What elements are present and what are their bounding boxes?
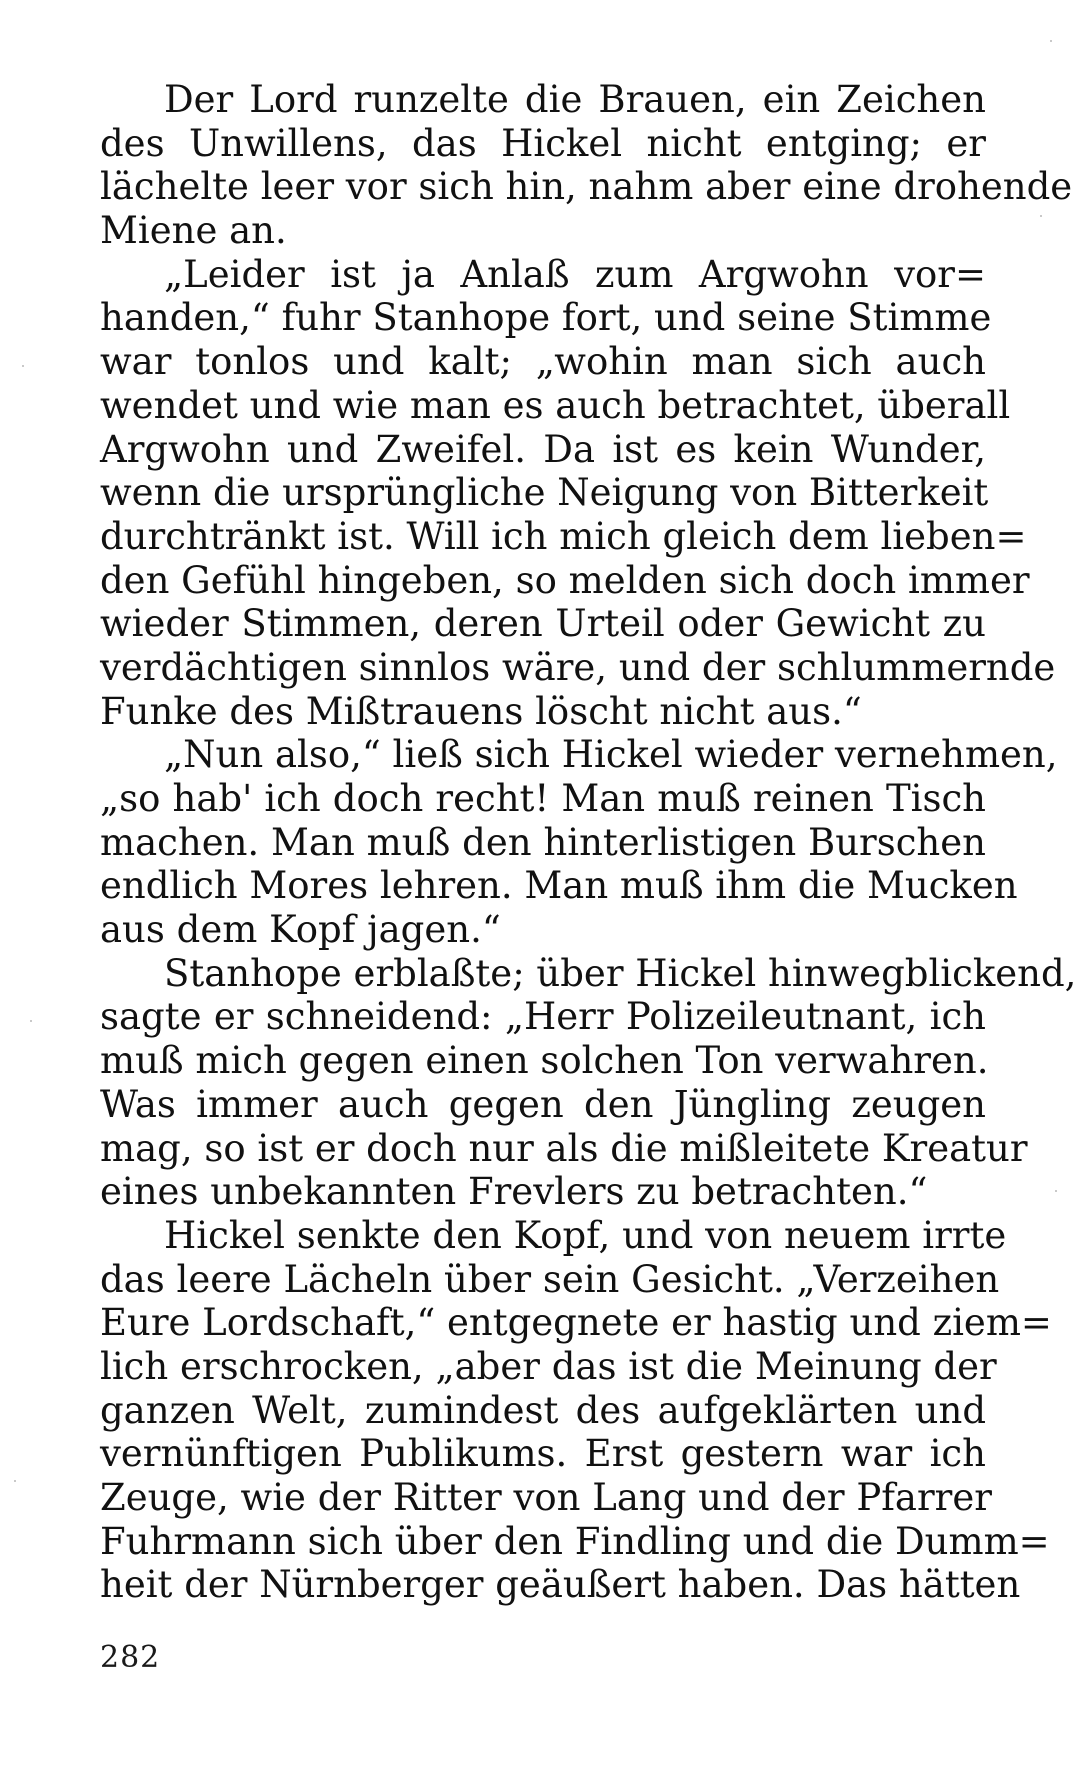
text-line: war tonlos und kalt; „wohin man sich auch (100, 340, 986, 384)
text-line: „Nun also,“ ließ sich Hickel wieder vernehmen, (164, 733, 1058, 777)
text-line: Fuhrmann sich über den Findling und die Dumm= (100, 1519, 1050, 1563)
text-line: des Unwillens, das Hickel nicht entging; er (100, 121, 986, 165)
text-line: eines unbekannten Frevlers zu betrachten.“ (100, 1170, 928, 1214)
text-line: muß mich gegen einen solchen Ton verwahren. (100, 1039, 989, 1083)
text-line: wenn die ursprüngliche Neigung von Bitterkeit (100, 471, 989, 515)
text-line: vernünftigen Publikums. Erst gestern war ich (100, 1432, 986, 1476)
text-line: Was immer auch gegen den Jüngling zeugen (100, 1082, 986, 1126)
text-line: Hickel senkte den Kopf, und von neuem irrte (164, 1213, 1007, 1257)
text-line: das leere Lächeln über sein Gesicht. „Verzeihen (100, 1257, 1000, 1301)
body-text (100, 78, 1077, 1607)
scan-speck (1055, 1190, 1057, 1192)
scan-speck (22, 365, 24, 367)
text-line: „so hab' ich doch recht! Man muß reinen Tisch (100, 777, 986, 820)
text-line: endlich Mores lehren. Man muß ihm die Mucken (100, 864, 1018, 908)
text-line: lächelte leer vor sich hin, nahm aber eine drohende (100, 165, 1073, 209)
text-line: den Gefühl hingeben, so melden sich doch immer (100, 558, 1030, 602)
text-line: mag, so ist er doch nur als die mißleitete Kreatur (100, 1126, 1028, 1170)
scan-speck (1050, 40, 1052, 42)
text-line: „Leider ist ja Anlaß zum Argwohn vor= (164, 252, 986, 296)
text-line: heit der Nürnberger geäußert haben. Das hätten (100, 1563, 1021, 1607)
page-number: 282 (100, 1640, 161, 1675)
text-line: wieder Stimmen, deren Urteil oder Gewicht zu (100, 602, 986, 646)
text-line: Eure Lordschaft,“ entgegnete er hastig und ziem= (100, 1301, 1052, 1345)
text-line: Zeuge, wie der Ritter von Lang und der Pfarrer (100, 1476, 992, 1519)
text-line: Stanhope erblaßte; über Hickel hinwegblickend, (164, 951, 1077, 995)
text-line: Miene an. (100, 209, 287, 253)
text-line: machen. Man muß den hinterlistigen Burschen (100, 820, 986, 864)
scan-speck (30, 1020, 32, 1022)
text-line: sagte er schneidend: „Herr Polizeileutnant, ich (100, 995, 986, 1039)
text-line: Der Lord runzelte die Brauen, ein Zeichen (164, 78, 986, 121)
text-line: ganzen Welt, zumindest des aufgeklärten und (100, 1388, 986, 1432)
text-line: verdächtigen sinnlos wäre, und der schlummernde (100, 645, 1056, 689)
text-line: wendet und wie man es auch betrachtet, überall (100, 383, 1011, 427)
scan-speck (1040, 215, 1042, 217)
text-line: Argwohn und Zweifel. Da ist es kein Wunder, (100, 427, 986, 471)
text-line: durchtränkt ist. Will ich mich gleich dem lieben= (100, 514, 1027, 558)
scan-speck (14, 1480, 16, 1482)
text-line: handen,“ fuhr Stanhope fort, und seine Stimme (100, 296, 992, 340)
text-line: aus dem Kopf jagen.“ (100, 908, 501, 952)
text-line: lich erschrocken, „aber das ist die Meinung der (100, 1344, 997, 1388)
text-line: Funke des Mißtrauens löscht nicht aus.“ (100, 689, 862, 733)
